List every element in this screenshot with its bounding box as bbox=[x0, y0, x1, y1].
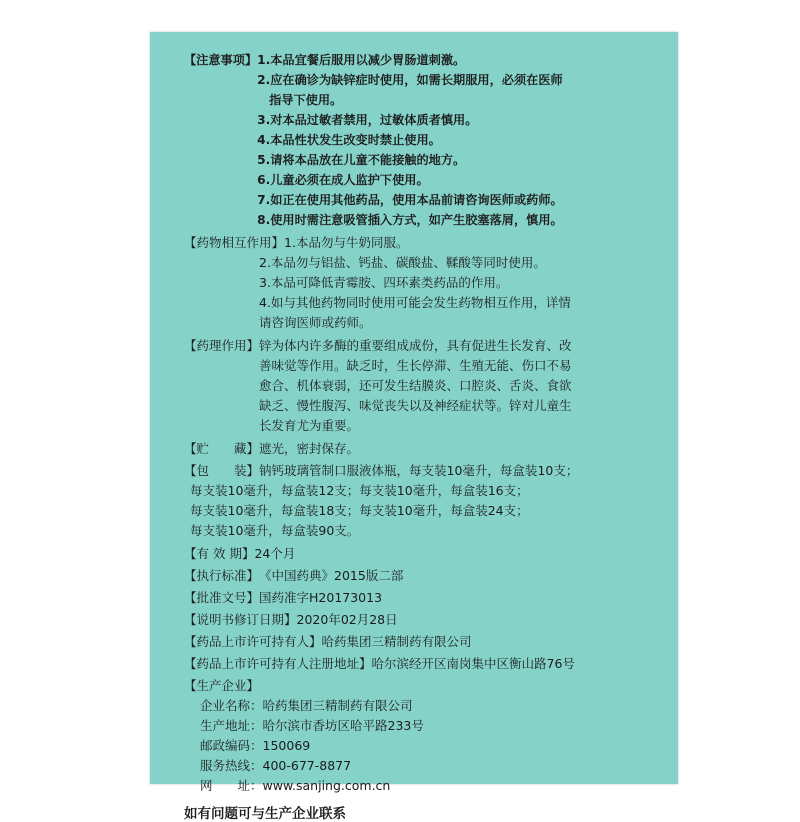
instruction-leaflet bbox=[150, 32, 678, 822]
package-section bbox=[184, 461, 662, 481]
website-value: www.sanjing.com.cn bbox=[262, 778, 391, 793]
pharmacology-text bbox=[259, 336, 662, 436]
storage-label: 【贮 藏】 bbox=[184, 441, 260, 456]
standard-section bbox=[184, 566, 662, 586]
standard-value: 《中国药典》2015版二部 bbox=[259, 568, 404, 583]
manufacturer-key: 生产地址： bbox=[200, 718, 263, 733]
notes-item: 6.儿童必须在成人监护下使用。 bbox=[257, 173, 429, 187]
holder-label: 【药品上市许可持有人】 bbox=[184, 634, 322, 649]
manufacturer-label: 【生产企业】 bbox=[184, 678, 260, 693]
storage-section bbox=[184, 439, 662, 459]
manufacturer-key: 邮政编码： bbox=[200, 738, 263, 753]
interactions-section bbox=[184, 233, 662, 253]
holder-address-value: 哈尔滨经开区南岗集中区衡山路76号 bbox=[371, 656, 575, 671]
manufacturer-key: 网 址： bbox=[200, 778, 263, 793]
leaflet-content bbox=[184, 50, 662, 822]
holder-section bbox=[184, 632, 662, 652]
manufacturer-row bbox=[200, 756, 662, 776]
package-line: 每支装10毫升，每盒装12支；每支装10毫升，每盒装16支； bbox=[190, 483, 529, 498]
interactions-label: 【药物相互作用】 bbox=[184, 235, 285, 250]
notes-item: 3.对本品过敏者禁用，过敏体质者慎用。 bbox=[257, 113, 478, 127]
notes-list bbox=[257, 50, 662, 230]
standard-label: 【执行标准】 bbox=[184, 568, 260, 583]
notes-label: 【注意事项】 bbox=[184, 53, 258, 67]
manufacturer-row bbox=[200, 716, 662, 736]
holder-value: 哈药集团三精制药有限公司 bbox=[321, 634, 472, 649]
notes-item: 8.使用时需注意吸管插入方式，如产生胶塞落屑，慎用。 bbox=[257, 213, 563, 227]
notes-item: 7.如正在使用其他药品，使用本品前请咨询医师或药师。 bbox=[257, 193, 563, 207]
manufacturer-key: 企业名称： bbox=[200, 698, 263, 713]
manufacturer-details bbox=[184, 696, 662, 796]
interactions-item: 3.本品可降低青霉胺、四环素类药品的作用。 bbox=[259, 275, 509, 290]
package-continued bbox=[184, 481, 662, 541]
interactions-item: 4.如与其他药物同时使用可能会发生药物相互作用，详情 bbox=[259, 295, 571, 310]
interactions-item: 2.本品勿与铝盐、钙盐、碳酸盐、鞣酸等同时使用。 bbox=[259, 255, 546, 270]
manufacturer-value: 150069 bbox=[262, 738, 311, 753]
pharmacology-line: 长发育尤为重要。 bbox=[259, 418, 360, 433]
interactions-item: 1.本品勿与牛奶同服。 bbox=[284, 235, 409, 250]
revision-value: 2020年02月28日 bbox=[296, 612, 398, 627]
revision-label: 【说明书修订日期】 bbox=[184, 612, 297, 627]
pharmacology-line: 愈合、机体衰弱，还可发生结膜炎、口腔炎、舌炎、食欲 bbox=[259, 378, 572, 393]
package-label: 【包 装】 bbox=[184, 463, 260, 478]
validity-label: 【有 效 期】 bbox=[184, 546, 255, 561]
manufacturer-row bbox=[200, 776, 662, 796]
notes-item: 5.请将本品放在儿童不能接触的地方。 bbox=[257, 153, 466, 167]
notes-item: 2.应在确诊为缺锌症时使用，如需长期服用，必须在医师 bbox=[257, 73, 563, 87]
pharmacology-line: 善味觉等作用。缺乏时，生长停滞、生殖无能、伤口不易 bbox=[259, 358, 572, 373]
approval-label: 【批准文号】 bbox=[184, 590, 260, 605]
pharmacology-line: 缺乏、慢性腹泻、味觉丧失以及神经症状等。锌对儿童生 bbox=[259, 398, 572, 413]
approval-section bbox=[184, 588, 662, 608]
interactions-item: 请咨询医师或药师。 bbox=[259, 315, 372, 330]
validity-section bbox=[184, 544, 662, 564]
interactions-continued bbox=[184, 253, 662, 333]
validity-value: 24个月 bbox=[254, 546, 296, 561]
manufacturer-row bbox=[200, 696, 662, 716]
manufacturer-value: 哈尔滨市香坊区哈平路233号 bbox=[262, 718, 424, 733]
notes-item: 1.本品宜餐后服用以减少胃肠道刺激。 bbox=[257, 53, 466, 67]
manufacturer-row bbox=[200, 736, 662, 756]
interactions-list bbox=[284, 233, 662, 253]
pharmacology-line: 锌为体内许多酶的重要组成成份，具有促进生长发育、改 bbox=[259, 338, 572, 353]
notes-item: 4.本品性状发生改变时禁止使用。 bbox=[257, 133, 441, 147]
manufacturer-value: 哈药集团三精制药有限公司 bbox=[262, 698, 413, 713]
pharmacology-label: 【药理作用】 bbox=[184, 338, 260, 353]
notes-section bbox=[184, 50, 662, 230]
package-line: 钠钙玻璃管制口服液体瓶，每支装10毫升，每盒装10支； bbox=[259, 463, 579, 478]
manufacturer-key: 服务热线： bbox=[200, 758, 263, 773]
package-line: 每支装10毫升，每盒装18支；每支装10毫升，每盒装24支； bbox=[190, 503, 529, 518]
pharmacology-section bbox=[184, 336, 662, 436]
approval-value: 国药准字H20173013 bbox=[259, 590, 383, 605]
revision-section bbox=[184, 610, 662, 630]
contact-footer: 如有问题可与生产企业联系 bbox=[184, 806, 346, 822]
manufacturer-section bbox=[184, 676, 662, 696]
storage-value: 遮光，密封保存。 bbox=[259, 441, 360, 456]
manufacturer-value: 400-677-8877 bbox=[262, 758, 352, 773]
holder-address-section bbox=[184, 654, 662, 674]
package-first-line bbox=[259, 461, 662, 481]
holder-address-label: 【药品上市许可持有人注册地址】 bbox=[184, 656, 372, 671]
package-line: 每支装10毫升，每盒装90支。 bbox=[190, 523, 360, 538]
notes-item: 指导下使用。 bbox=[269, 93, 343, 107]
